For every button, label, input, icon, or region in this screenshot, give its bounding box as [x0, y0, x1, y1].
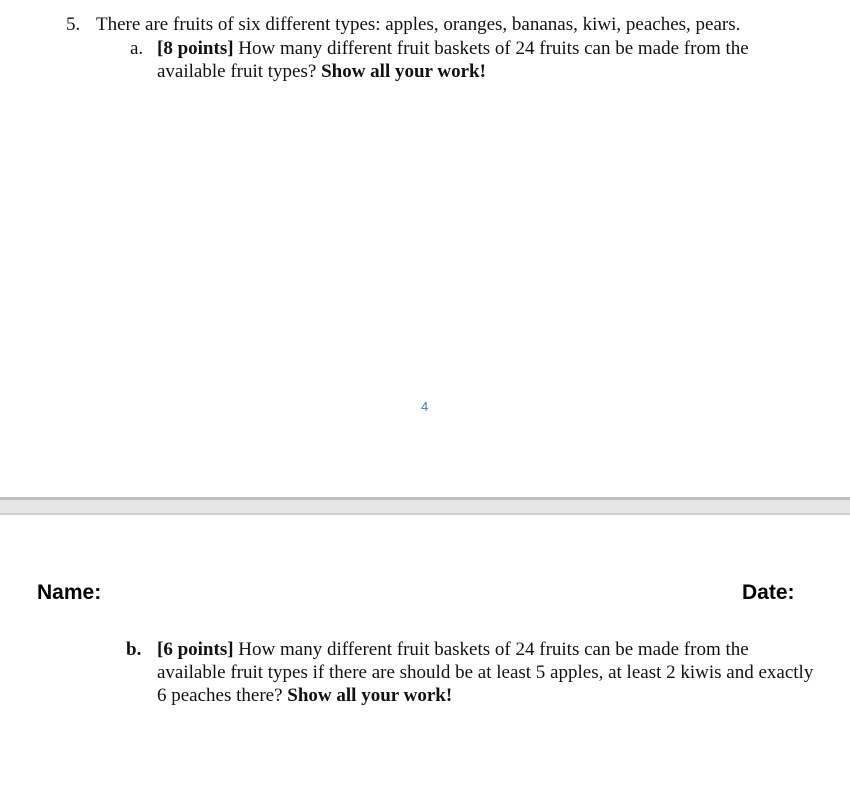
- question-text: There are fruits of six different types: apples, oranges, bananas, kiwi, peaches, pears.: [96, 14, 741, 35]
- date-label: Date:: [742, 581, 795, 604]
- part-a-emphasis: Show all your work!: [321, 61, 486, 82]
- part-b-letter: b.: [126, 639, 142, 660]
- part-b-text: How many different fruit baskets of 24 fruits can be made from the available fruit types if there are should be at least 5 apples, at least 2 kiwis and exactly 6 peaches there?: [157, 639, 814, 706]
- question-number: 5.: [66, 14, 81, 35]
- page-separator: [0, 497, 850, 515]
- part-a-text: How many different fruit baskets of 24 fruits can be made from the available fruit types?: [157, 38, 749, 82]
- part-b-emphasis: Show all your work!: [287, 685, 453, 706]
- part-a-letter: a.: [130, 38, 144, 59]
- part-b-body: [157, 638, 817, 707]
- part-a-points: [8 points]: [157, 38, 234, 59]
- name-label: Name:: [37, 581, 102, 604]
- part-b-points: [6 points]: [157, 639, 234, 660]
- page-number: 4: [421, 399, 429, 414]
- part-a-body: [157, 37, 817, 83]
